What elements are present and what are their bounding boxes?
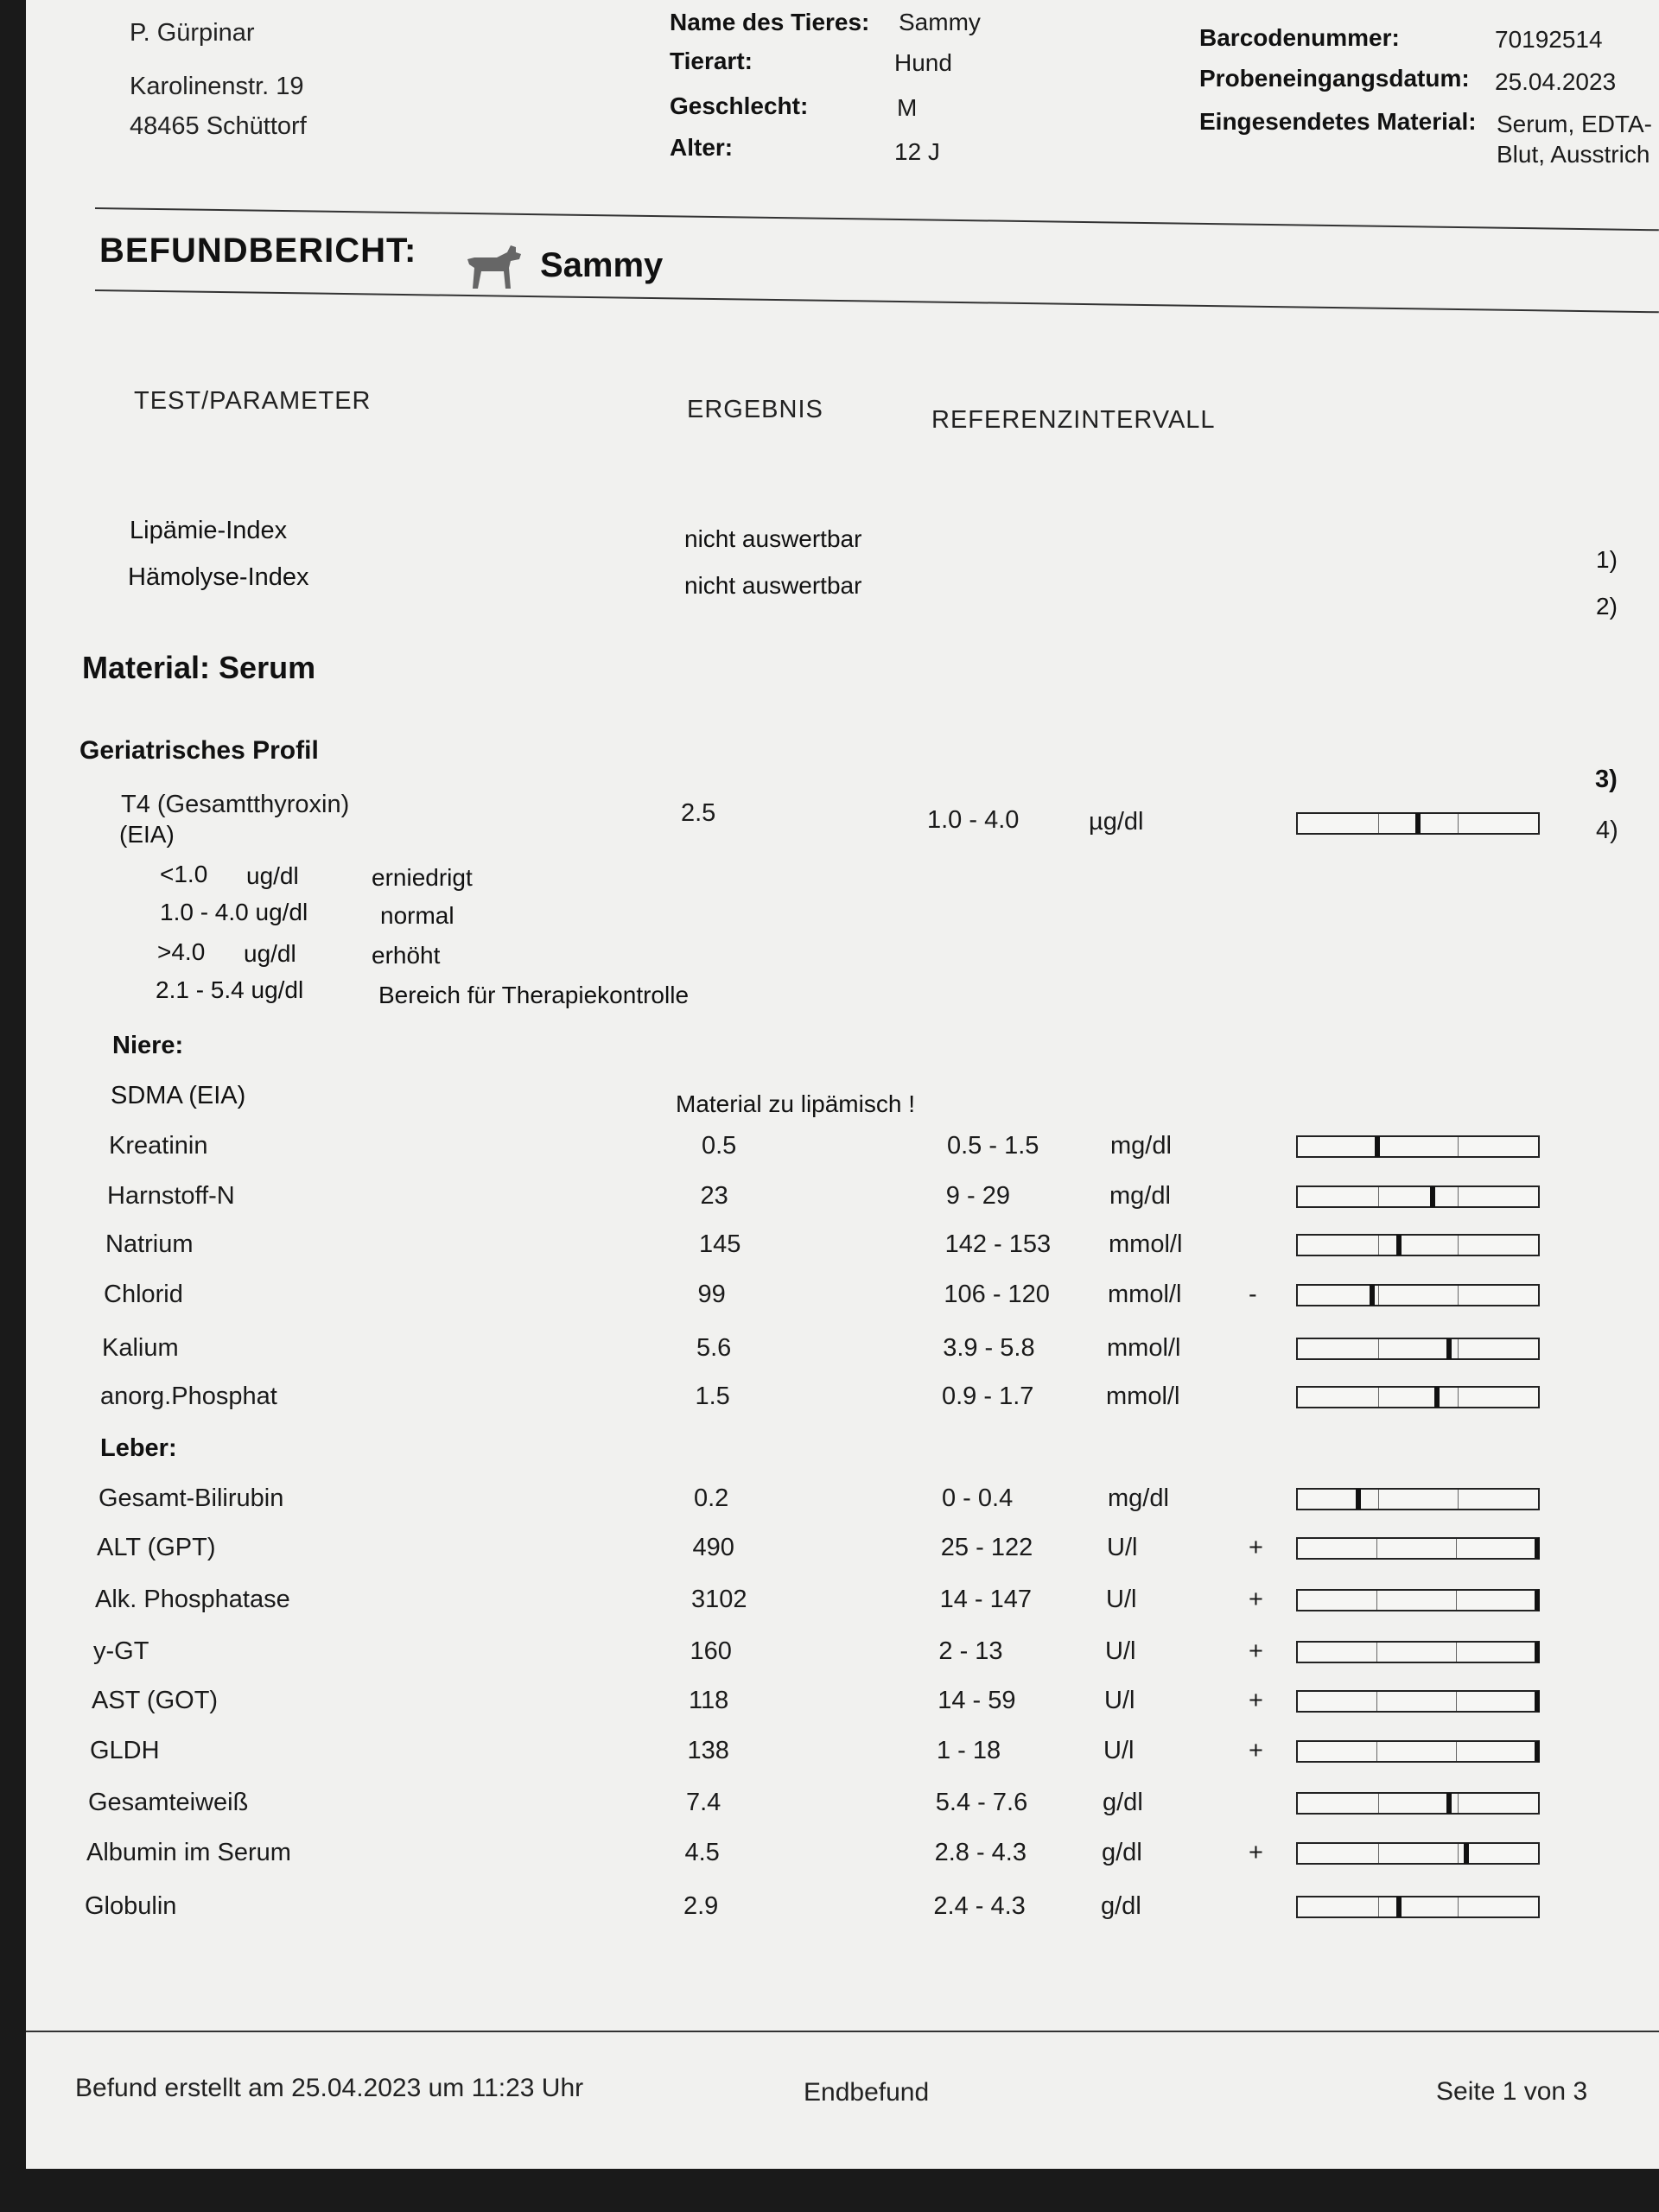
reference-range: 2.8 - 4.3 <box>934 1839 1027 1866</box>
result-marker <box>1396 1897 1402 1917</box>
footer-created: Befund erstellt am 25.04.2023 um 11:23 Uhr <box>75 2074 584 2102</box>
bar-divider <box>1378 1897 1379 1916</box>
animal-name-label: Name des Tieres: <box>670 9 870 35</box>
note-1: 1) <box>1596 546 1618 573</box>
sex-label: Geschlecht: <box>670 92 809 119</box>
result-value: 0.2 <box>694 1484 729 1512</box>
result-marker <box>1396 1235 1402 1255</box>
result-marker <box>1446 1338 1452 1359</box>
footer-rule <box>26 2031 1659 2032</box>
owner-name: P. Gürpinar <box>130 19 255 47</box>
reference-range: 9 - 29 <box>945 1182 1010 1210</box>
bar-divider <box>1458 1388 1459 1407</box>
dog-icon <box>462 242 523 292</box>
reference-range: 142 - 153 <box>944 1230 1052 1258</box>
range-bar <box>1296 1641 1540 1663</box>
param-label: AST (GOT) <box>92 1687 219 1714</box>
unit: mg/dl <box>1110 1132 1172 1160</box>
result-value: 99 <box>697 1281 726 1308</box>
t4-value: 2.5 <box>681 799 716 827</box>
bar-divider <box>1376 1539 1377 1558</box>
result-value: 1.5 <box>695 1382 730 1410</box>
t4-table-range-0: <1.0 <box>160 861 208 887</box>
param-label: Globulin <box>85 1892 177 1920</box>
t4-table-unit-2: ug/dl <box>244 940 296 967</box>
bar-divider <box>1376 1591 1377 1610</box>
reference-range: 106 - 120 <box>944 1281 1050 1308</box>
unit: U/l <box>1107 1534 1138 1561</box>
received-date: 25.04.2023 <box>1495 68 1617 95</box>
owner-street: Karolinenstr. 19 <box>130 73 304 100</box>
bar-divider <box>1376 1742 1377 1761</box>
lipemia-value: nicht auswertbar <box>684 525 862 552</box>
t4-table-text-1: normal <box>380 902 454 929</box>
table-row <box>26 1230 1659 1274</box>
barcode-label: Barcodenummer: <box>1199 24 1400 51</box>
rule-under-title <box>95 289 1659 313</box>
range-bar <box>1296 1740 1540 1763</box>
param-label: Kreatinin <box>109 1132 208 1160</box>
unit: mmol/l <box>1107 1334 1181 1362</box>
bar-divider <box>1456 1591 1457 1610</box>
range-bar <box>1296 1185 1540 1208</box>
bar-divider <box>1378 1490 1379 1509</box>
bar-divider <box>1378 814 1379 833</box>
note-3: 3) <box>1595 766 1618 793</box>
flag: + <box>1249 1534 1263 1561</box>
kidney-heading: Niere: <box>112 1032 184 1059</box>
unit: mg/dl <box>1108 1484 1169 1512</box>
t4-table-text-2: erhöht <box>372 942 441 969</box>
param-label: Gesamteiweiß <box>88 1789 249 1816</box>
bar-divider <box>1378 1187 1379 1206</box>
bar-divider <box>1458 1187 1459 1206</box>
t4-method: (EIA) <box>119 821 175 848</box>
t4-range-bar <box>1296 812 1540 835</box>
result-value: 118 <box>689 1687 729 1714</box>
table-row <box>26 1687 1659 1730</box>
result-value: 145 <box>699 1230 741 1258</box>
table-row <box>26 1892 1659 1936</box>
param-label: Chlorid <box>104 1281 183 1308</box>
result-value: 23 <box>700 1182 728 1210</box>
flag: + <box>1249 1586 1263 1613</box>
reference-range: 3.9 - 5.8 <box>943 1334 1035 1362</box>
table-row <box>26 1637 1659 1681</box>
result-value: 490 <box>692 1534 734 1561</box>
param-label: Gesamt-Bilirubin <box>99 1484 284 1512</box>
param-label: Kalium <box>102 1334 179 1362</box>
bar-divider <box>1378 1388 1379 1407</box>
result-marker <box>1434 1387 1440 1408</box>
note-2: 2) <box>1596 593 1618 620</box>
bar-divider <box>1456 1692 1457 1711</box>
rule-top <box>95 207 1659 231</box>
param-label: Albumin im Serum <box>86 1839 291 1866</box>
barcode: 70192514 <box>1495 26 1603 53</box>
t4-table-unit-0: ug/dl <box>246 862 299 889</box>
param-label: y-GT <box>93 1637 149 1665</box>
age-label: Alter: <box>670 134 734 161</box>
note-4: 4) <box>1596 817 1618 844</box>
t4-table-range-2: >4.0 <box>157 938 206 965</box>
material-heading: Material: Serum <box>82 650 316 685</box>
param-label: anorg.Phosphat <box>100 1382 277 1410</box>
result-marker <box>1415 813 1421 834</box>
flag: + <box>1249 1839 1263 1866</box>
range-bar <box>1296 1896 1540 1918</box>
unit: mmol/l <box>1108 1281 1182 1308</box>
received-label: Probeneingangsdatum: <box>1199 65 1470 92</box>
table-row <box>26 1182 1659 1225</box>
bar-divider <box>1458 1137 1459 1156</box>
reference-range: 2 - 13 <box>938 1637 1003 1665</box>
unit: U/l <box>1106 1586 1137 1613</box>
bar-divider <box>1378 1339 1379 1358</box>
range-bar <box>1296 1690 1540 1713</box>
unit: mmol/l <box>1109 1230 1183 1258</box>
sdma-label: SDMA (EIA) <box>111 1082 246 1109</box>
result-value: 3102 <box>691 1586 747 1613</box>
species: Hund <box>894 49 952 76</box>
result-value: 2.9 <box>683 1892 719 1920</box>
result-value: 7.4 <box>686 1789 721 1816</box>
param-label: ALT (GPT) <box>97 1534 216 1561</box>
flag: - <box>1249 1281 1257 1308</box>
bar-divider <box>1378 1236 1379 1255</box>
result-marker <box>1375 1136 1380 1157</box>
hemolysis-label: Hämolyse-Index <box>128 563 309 591</box>
range-bar <box>1296 1135 1540 1158</box>
unit: mg/dl <box>1109 1182 1171 1210</box>
t4-table-range-3: 2.1 - 5.4 ug/dl <box>156 976 304 1003</box>
age: 12 J <box>894 138 940 165</box>
liver-heading: Leber: <box>100 1434 177 1462</box>
range-bar <box>1296 1386 1540 1408</box>
range-bar <box>1296 1842 1540 1865</box>
unit: g/dl <box>1103 1789 1143 1816</box>
bar-divider <box>1378 1794 1379 1813</box>
material-label: Eingesendetes Material: <box>1199 108 1477 135</box>
table-row <box>26 1789 1659 1832</box>
table-row <box>26 1586 1659 1629</box>
bar-divider <box>1376 1643 1377 1662</box>
footer-page: Seite 1 von 3 <box>1436 2077 1588 2106</box>
material-line1: Serum, EDTA- <box>1497 111 1652 137</box>
t4-unit: µg/dl <box>1089 808 1144 836</box>
range-bar <box>1296 1284 1540 1306</box>
report-page <box>26 0 1659 2169</box>
param-label: Natrium <box>105 1230 194 1258</box>
unit: mmol/l <box>1106 1382 1180 1410</box>
result-value: 5.6 <box>696 1334 732 1362</box>
unit: U/l <box>1103 1737 1135 1764</box>
result-value: 160 <box>690 1637 732 1665</box>
param-label: Harnstoff-N <box>107 1182 235 1210</box>
bar-divider <box>1458 1794 1459 1813</box>
reference-range: 0 - 0.4 <box>942 1484 1014 1512</box>
col-param: TEST/PARAMETER <box>134 387 372 415</box>
t4-label: T4 (Gesamtthyroxin) <box>121 791 350 818</box>
bar-divider <box>1458 1286 1459 1305</box>
reference-range: 14 - 59 <box>938 1687 1016 1714</box>
bar-divider <box>1458 1844 1459 1863</box>
bar-divider <box>1458 814 1459 833</box>
table-row <box>26 1737 1659 1780</box>
bar-divider <box>1458 1236 1459 1255</box>
table-row <box>26 1382 1659 1426</box>
result-marker <box>1464 1843 1469 1864</box>
range-bar <box>1296 1589 1540 1611</box>
result-value: 0.5 <box>702 1132 737 1160</box>
unit: g/dl <box>1101 1892 1141 1920</box>
range-bar <box>1296 1234 1540 1256</box>
t4-table-range-1: 1.0 - 4.0 ug/dl <box>160 899 308 925</box>
range-bar <box>1296 1338 1540 1360</box>
col-result: ERGEBNIS <box>687 396 823 423</box>
owner-city: 48465 Schüttorf <box>130 112 307 140</box>
table-row <box>26 1534 1659 1577</box>
result-marker <box>1446 1793 1452 1814</box>
table-row <box>26 1839 1659 1882</box>
reference-range: 2.4 - 4.3 <box>933 1892 1026 1920</box>
report-title: BEFUNDBERICHT: <box>99 232 417 270</box>
reference-range: 0.9 - 1.7 <box>942 1382 1034 1410</box>
reference-range: 1 - 18 <box>937 1737 1001 1764</box>
reference-range: 25 - 122 <box>940 1534 1033 1561</box>
result-marker <box>1356 1489 1361 1510</box>
table-row <box>26 1334 1659 1377</box>
material-line2: Blut, Ausstrich <box>1497 141 1650 168</box>
table-row <box>26 1281 1659 1324</box>
table-row <box>26 1484 1659 1528</box>
lipemia-label: Lipämie-Index <box>130 517 288 544</box>
reference-range: 14 - 147 <box>939 1586 1033 1613</box>
result-value: 138 <box>687 1737 729 1764</box>
unit: g/dl <box>1102 1839 1142 1866</box>
bar-divider <box>1456 1742 1457 1761</box>
t4-table-text-3: Bereich für Therapiekontrolle <box>378 982 690 1008</box>
bar-divider <box>1456 1643 1457 1662</box>
unit: U/l <box>1104 1687 1135 1714</box>
result-marker <box>1370 1285 1375 1306</box>
range-bar <box>1296 1792 1540 1815</box>
bar-divider <box>1378 1286 1379 1305</box>
col-reference: REFERENZINTERVALL <box>931 406 1216 434</box>
flag: + <box>1249 1637 1263 1665</box>
param-label: Alk. Phosphatase <box>95 1586 290 1613</box>
range-bar <box>1296 1537 1540 1560</box>
reference-range: 0.5 - 1.5 <box>947 1132 1039 1160</box>
bar-divider <box>1458 1897 1459 1916</box>
result-value: 4.5 <box>684 1839 720 1866</box>
flag: + <box>1249 1737 1263 1764</box>
result-marker <box>1430 1186 1435 1207</box>
bar-divider <box>1458 1490 1459 1509</box>
footer-status: Endbefund <box>804 2078 930 2107</box>
bar-divider <box>1378 1844 1379 1863</box>
hemolysis-value: nicht auswertbar <box>684 572 862 599</box>
bar-divider <box>1456 1539 1457 1558</box>
animal-name: Sammy <box>899 9 981 35</box>
bar-divider <box>1376 1692 1377 1711</box>
report-patient: Sammy <box>540 246 664 284</box>
t4-table-text-0: erniedrigt <box>372 864 473 891</box>
bar-divider <box>1458 1339 1459 1358</box>
flag: + <box>1249 1687 1263 1714</box>
table-row <box>26 1132 1659 1175</box>
species-label: Tierart: <box>670 48 753 74</box>
reference-range: 5.4 - 7.6 <box>935 1789 1028 1816</box>
t4-range: 1.0 - 4.0 <box>927 806 1020 834</box>
sdma-value: Material zu lipämisch ! <box>676 1090 915 1117</box>
range-bar <box>1296 1488 1540 1510</box>
param-label: GLDH <box>90 1737 160 1764</box>
unit: U/l <box>1105 1637 1136 1665</box>
geriatric-heading: Geriatrisches Profil <box>79 736 319 765</box>
sex: M <box>897 94 918 121</box>
